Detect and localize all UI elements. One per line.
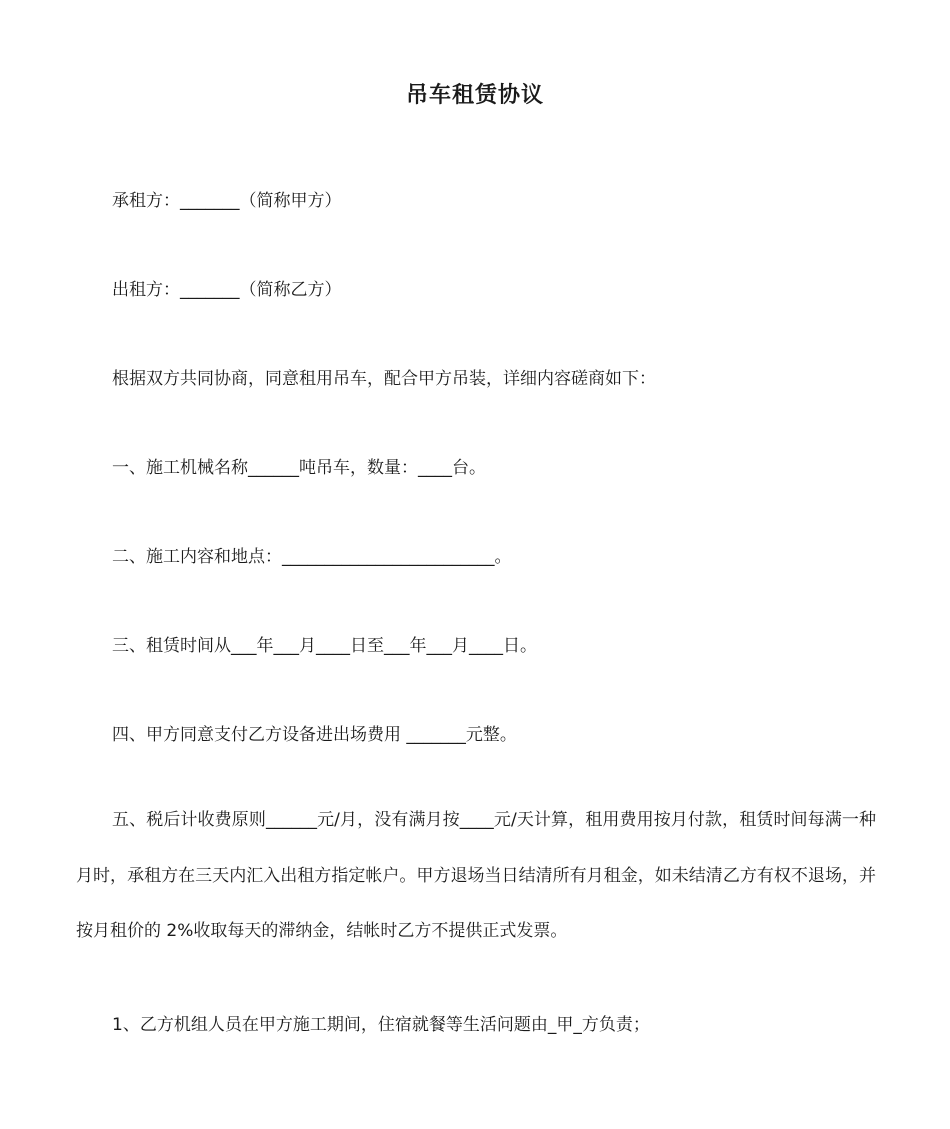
lessor-line: 出租方：_______（简称乙方） [112,280,342,300]
clause-1: 一、施工机械名称______吨吊车，数量：____台。 [112,458,486,478]
clause-2: 二、施工内容和地点：_________________________。 [112,547,512,567]
item-1: 1、乙方机组人员在甲方施工期间，住宿就餐等生活问题由_甲_方负责； [112,1015,650,1035]
lessee-line: 承租方：_______（简称甲方） [112,191,342,211]
document-title: 吊车租赁协议 [405,83,544,108]
clause-3: 三、租赁时间从___年___月____日至___年___月____日。 [112,636,537,656]
clause-4: 四、甲方同意支付乙方设备进出场费用 _______元整。 [112,725,517,745]
intro-paragraph: 根据双方共同协商，同意租用吊车，配合甲方吊装，详细内容磋商如下： [112,369,656,389]
clause-5: 五、税后计收费原则______元/月，没有满月按____元/天计算，租用费用按月付款，租赁时间每满一种月时，承租方在三天内汇入出租方指定帐户。甲方退场当日结清所有月租金，如未结清乙方有权不退场，并按月租价的 2%收取每天的滞纳金，结帐时乙方不提供正式发票。 [76,810,876,941]
